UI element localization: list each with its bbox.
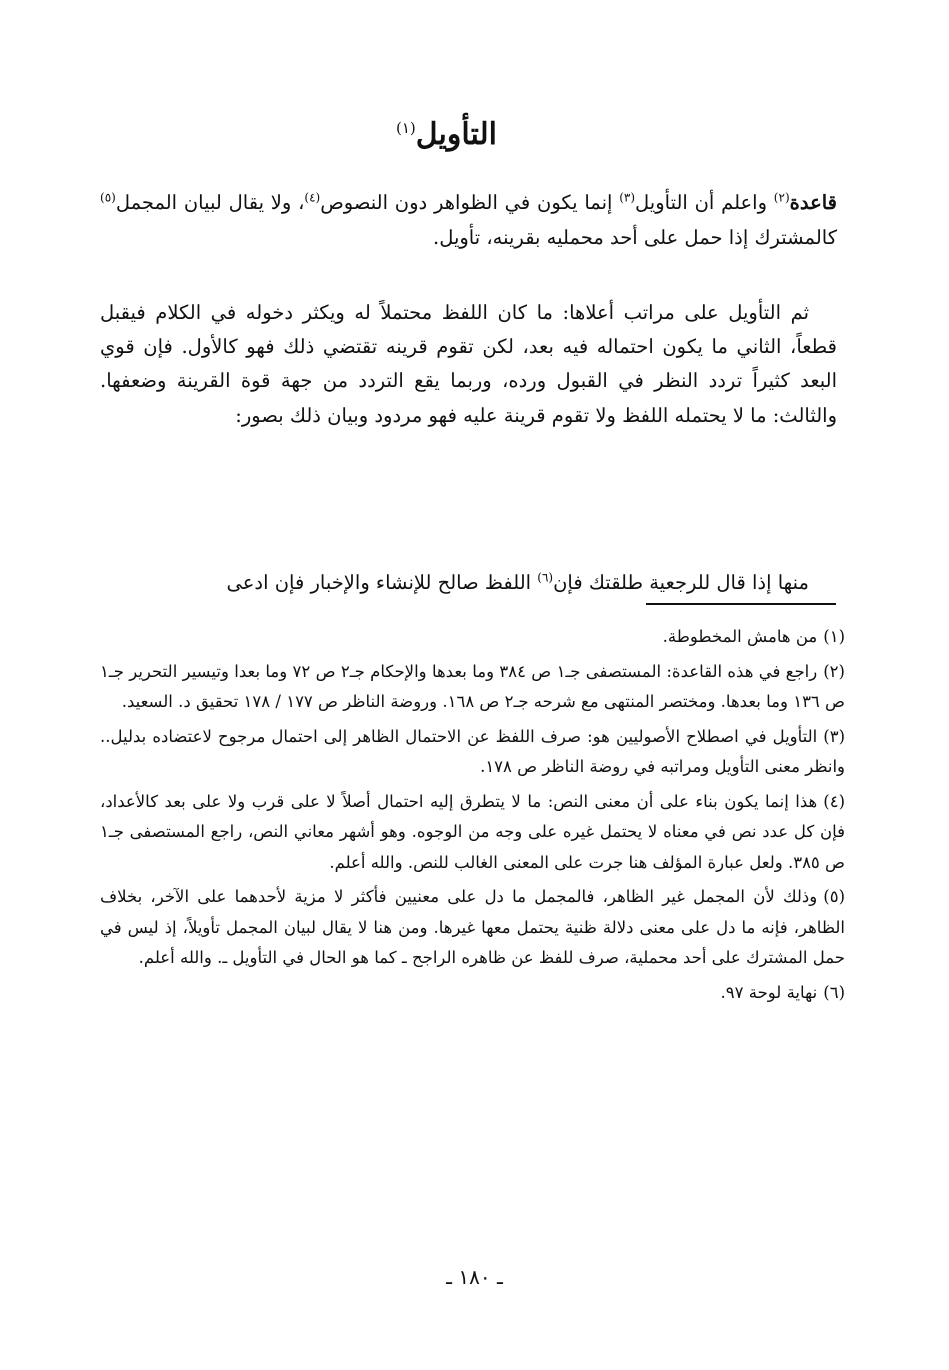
footnote-5 — [100, 882, 845, 974]
footnote-text: هذا إنما يكون بناء على أن معنى النص: ما لا يتطرق إليه احتمال أصلاً لا على قرب ولا على بعد كالأعداد، فإن كل عدد نص في معناه لا يحتمل غيره على وجه من الوجوه. وهو أشهر معاني النص، راجع المستصفى جـ١ ص ٣٨٥. ولعل عبارة المؤلف هنا جرت على المعنى الغالب للنص. والله أعلم. — [100, 791, 845, 872]
examples-text-2: اللفظ صالح للإنشاء والإخبار فإن ادعى — [226, 571, 538, 594]
footnote-6 — [100, 978, 845, 1009]
title-text: التأويل — [415, 117, 497, 152]
footnote-3 — [100, 722, 845, 783]
rule-text-4: كالمشترك إذا حمل على أحد محمليه بقرينه، تأويل. — [433, 225, 837, 249]
rule-paragraph — [100, 186, 837, 255]
footnote-ref-2: (٢) — [773, 190, 790, 205]
ranks-text: ثم التأويل على مراتب أعلاها: ما كان اللفظ محتملاً له ويكثر دخوله في الكلام فيقبل قطعاً، الثاني ما يكون احتماله فيه بعد، لكن تقوم قرينه تقتضي ذلك فهو كالأول. فإن قوي البعد كثيراً تردد النظر في القبول ورده، وربما يقع التردد من جهة قوة القرينة وضعفها. والثالث: ما لا يحتمله اللفظ ولا تقوم قرينة عليه فهو مردود وبيان ذلك بصور: — [100, 301, 837, 427]
rule-text-2: إنما يكون في الظواهر دون النصوص — [320, 191, 620, 214]
footnote-ref-5: (٥) — [100, 190, 116, 205]
footnote-ref-3: (٣) — [619, 190, 636, 205]
footnote-ref-4: (٤) — [304, 190, 321, 205]
footnote-number: (٦) — [823, 982, 845, 1002]
footnote-number: (٥) — [823, 887, 845, 906]
examples-text-1: منها إذا قال للرجعية طلقتك فإن — [553, 571, 809, 594]
examples-paragraph — [100, 566, 837, 601]
footnote-4 — [100, 787, 845, 879]
footnote-number: (١) — [823, 627, 845, 646]
footnote-1 — [100, 622, 845, 653]
footnote-text: من هامش المخطوطة. — [662, 627, 818, 646]
footnote-ref-6: (٦) — [537, 570, 554, 585]
title-footnote-ref: (١) — [395, 119, 416, 137]
footnote-divider — [646, 603, 836, 605]
footnote-text: نهاية لوحة ٩٧. — [720, 982, 818, 1002]
footnote-number: (٣) — [823, 726, 845, 746]
footnote-number: (٤) — [823, 791, 845, 811]
footnote-text: وذلك لأن المجمل غير الظاهر، فالمجمل ما دل على معنيين فأكثر لا مزية لأحدهما على الآخر، بخلاف الظاهر، فإنه ما دل على معنى دلالة ظنية يحتمل معها غيرها. ومن هنا لا يقال لبيان المجمل تأويلاً، إذ ليس في حمل المشترك على أحد محملية، صرف للفظ عن ظاهره الراجح ـ كما هو الحال في التأويل ـ. والله أعلم. — [100, 887, 845, 967]
rule-label: قاعدة — [789, 191, 837, 214]
page-number: ـ ١٨٠ ـ — [446, 1265, 503, 1289]
ranks-paragraph — [100, 296, 837, 433]
rule-text-3: ، ولا يقال لبيان المجمل — [115, 191, 305, 214]
footnote-number: (٢) — [823, 661, 845, 681]
page-title — [0, 108, 893, 155]
footnote-text: راجع في هذه القاعدة: المستصفى جـ١ ص ٣٨٤ وما بعدها والإحكام جـ٢ ص ٧٢ وما بعدا وتيسير التحرير جـ١ ص ١٣٦ وما بعدها. ومختصر المنتهى مع شرحه جـ٢ ص ١٦٨. وروضة الناظر ص ١٧٧ / ١٧٨ تحقيق د. السعيد. — [100, 661, 845, 711]
rule-text-1: واعلم أن التأويل — [635, 191, 774, 214]
footnote-2 — [100, 657, 845, 718]
footnote-text: التأويل في اصطلاح الأصوليين هو: صرف اللفظ عن الاحتمال الظاهر إلى احتمال مرجوح لاعتضاده بدليل.. وانظر معنى التأويل ومراتبه في روضة الناظر ص ١٧٨. — [100, 726, 845, 776]
footnotes — [100, 622, 845, 1012]
